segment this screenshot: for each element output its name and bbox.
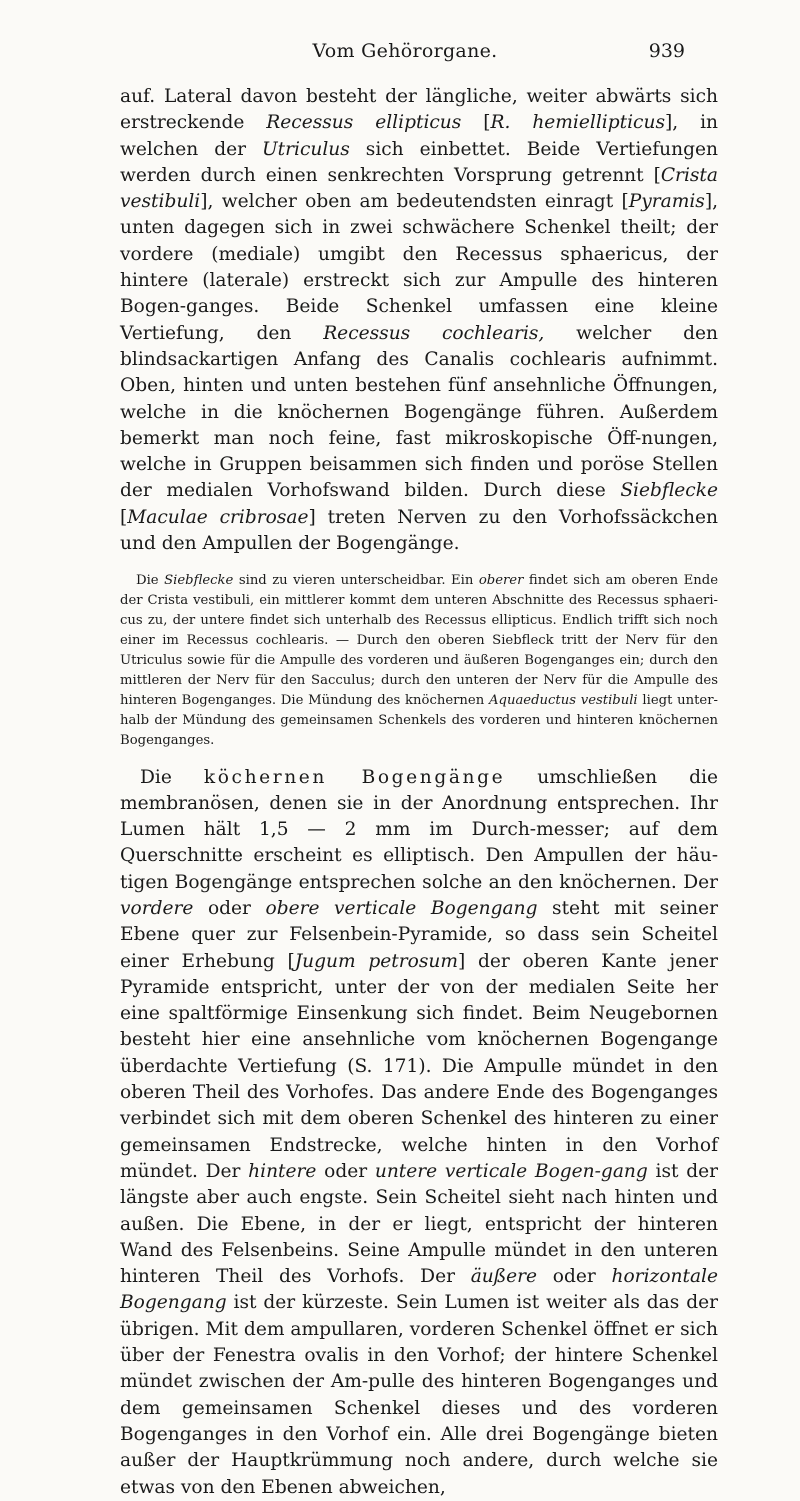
text-span: ist der längste aber auch engste. Sein Scheitel sieht nach hinten und außen. Die Ebene, in der er liegt, entspricht der hinteren Wand des Felsenbeins. Seine Ampulle mündet in den unteren hinteren Theil des Vorhofs. Der <box>120 1160 719 1288</box>
text-span: ] treten Nerven zu den Vorhofssäckchen und den Ampullen der Bogengänge. <box>120 506 718 555</box>
text-span: [ <box>120 506 128 528</box>
italic-term: Recessus ellipticus <box>266 112 462 134</box>
text-span: steht mit seiner Ebene quer zur Felsenbein-Pyramide, so dass sein Scheitel einer Erhebung [ <box>120 897 719 972</box>
text-span: [ <box>461 112 491 134</box>
italic-term: hintere <box>248 1160 317 1182</box>
running-title: Vom Gehörorgane. <box>312 40 498 62</box>
text-span: ], unten dagegen sich in zwei schwächere Schenkel theilt; der vordere (mediale) umgibt den Recessus sphaericus, der hintere (laterale) erstreckt sich zur Ampulle des hinteren Bogen-ganges. Beide Schenkel umfassen eine kleine Vertiefung, den <box>120 191 718 344</box>
text-span: oder <box>537 1266 612 1288</box>
text-span: Die <box>136 573 165 589</box>
paragraph-siebflecke-note <box>120 571 718 750</box>
italic-term: Recessus cochlearis, <box>323 322 545 344</box>
text-span: ist der kürzeste. Sein Lumen ist weiter als das der übrigen. Mit dem ampullaren, vorderen Schenkel öffnet er sich über der Fenestra ovalis in den Vorhof; der hintere Schenkel mündet zwischen der Am-pulle des hinteren Bogenganges und dem gemeinsamen Schenkel dieses und des vorderen Bogenganges in den Vorhof ein. Alle drei Bogengänge bieten außer der Hauptkrümmung noch andere, durch welche sie etwas von den Ebenen abweichen, <box>120 1292 718 1498</box>
italic-term: vordere <box>120 897 194 919</box>
italic-term: Utriculus <box>261 138 350 160</box>
text-span: ] der oberen Kante jener Pyramide entspricht, unter der von der medialen Seite her eine spaltförmige Einsenkung sich findet. Beim Neugebornen besteht hier eine ansehnliche vom knöchernen Bogengange überdachte Vertiefung (S. 171). Die Ampulle mündet in den oberen Theil des Vorhofes. Das andere Ende des Bogenganges verbindet sich mit dem oberen Schenkel des hinteren zu einer gemeinsamen Endstrecke, welche hinten in den Vorhof mündet. Der <box>120 950 718 1182</box>
text-span: oder <box>193 897 266 919</box>
text-span: liegt unter-halb der Mündung des gemeinsamen Schenkels des vorderen und hinteren knöchernen Bogenganges. <box>120 692 718 748</box>
italic-term: obere verticale Bogengang <box>265 897 538 919</box>
italic-term: Maculae cribrosae <box>127 506 309 528</box>
italic-term: untere verticale Bogen-gang <box>374 1160 648 1182</box>
italic-term: horizontale Bogengang <box>120 1266 718 1314</box>
italic-term: Pyramis <box>628 191 705 213</box>
page-header <box>0 40 800 70</box>
text-span: ], welcher oben am bedeutendsten einragt [ <box>200 191 629 213</box>
text-span: sich einbettet. Beide Vertiefungen werden durch einen senkrechten Vorsprung getrennt [ <box>120 138 718 186</box>
italic-term: R. hemiellipticus <box>490 112 665 134</box>
text-span: findet sich am oberen Ende der Crista vestibuli, ein mittlerer kommt dem unteren Abschnitte des Recessus sphaeri-cus zu, der untere findet sich unterhalb des Recessus ellipticus. Endlich trifft sich noch einer im Recessus cochlearis. — Durch den oberen Siebfleck tritt der Nerv für den Utriculus sowie für die Ampulle des vorderen und äußeren Bogenganges ein; durch den mittleren der Nerv für den Sacculus; durch den unteren der Nerv für die Ampulle des hinteren Bogenganges. Die Mündung des knöchernen <box>120 573 718 708</box>
text-span: welcher den blindsackartigen Anfang des Canalis cochlearis aufnimmt. Oben, hinten und unten bestehen fünf ansehnliche Öffnungen, welche in die knöchernen Bogengänge führen. Außerdem bemerkt man noch feine, fast mikroskopische Öff-nungen, welche in Gruppen beisammen sich finden und poröse Stellen der medialen Vorhofswand bilden. Durch diese <box>120 322 718 502</box>
text-span: ], in welchen der <box>120 112 718 160</box>
text-span: oder <box>316 1160 375 1182</box>
italic-term: Jugum petrosum <box>294 950 458 972</box>
italic-term: Aquaeductus vestibuli <box>488 692 638 708</box>
italic-term: oberer <box>478 573 524 589</box>
text-span: umschließen die membranösen, denen sie in der Anordnung entsprechen. Ihr Lumen hält 1,5 — 2 mm im Durch-messer; auf dem Querschnitte erscheint es elliptisch. Den Ampullen der häu-tigen Bogengänge entsprechen solche an den knöchernen. Der <box>120 766 718 893</box>
italic-term: Siebflecke <box>620 480 718 502</box>
italic-term: Siebflecke <box>164 573 234 589</box>
paragraph-bogengaenge <box>120 765 718 1501</box>
body-text <box>120 84 718 1501</box>
page-number: 939 <box>648 40 685 62</box>
text-span: auf. Lateral davon besteht der längliche, weiter abwärts sich erstreckende <box>120 86 718 134</box>
spaced-heading-term: köchernen Bogengänge <box>203 766 506 788</box>
italic-term: äußere <box>470 1266 538 1288</box>
italic-term: Crista vestibuli <box>120 164 718 213</box>
paragraph-recessus <box>120 84 718 557</box>
text-span: Die <box>140 766 204 788</box>
text-span: sind zu vieren unterscheidbar. Ein <box>233 573 479 589</box>
